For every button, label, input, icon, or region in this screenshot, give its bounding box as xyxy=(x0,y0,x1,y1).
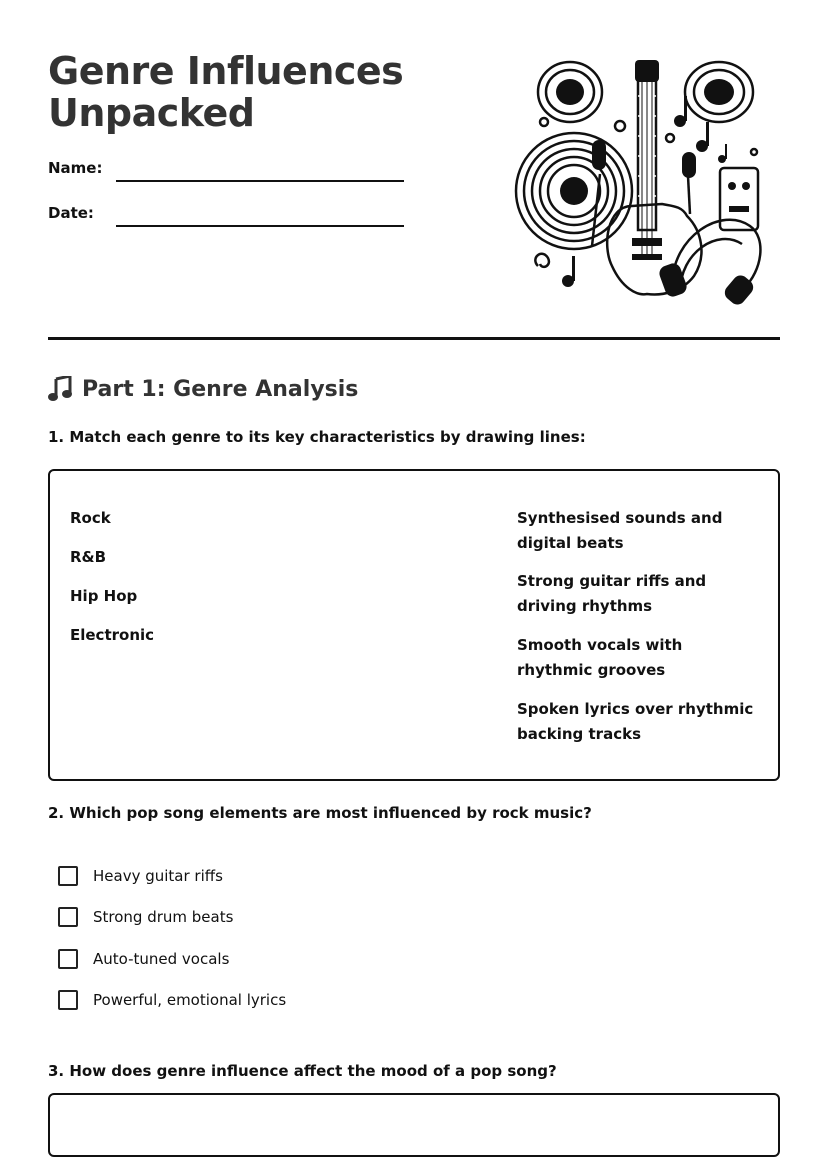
option-powerful-lyrics[interactable] xyxy=(58,990,286,1010)
date-field[interactable] xyxy=(116,225,404,227)
option-heavy-guitar-riffs[interactable] xyxy=(58,866,223,886)
genre-item[interactable]: Rock xyxy=(70,509,111,527)
genre-item[interactable]: R&B xyxy=(70,548,107,566)
option-label: Heavy guitar riffs xyxy=(93,867,223,885)
option-label: Powerful, emotional lyrics xyxy=(93,991,287,1009)
characteristic-item[interactable]: Spoken lyrics over rhythmic backing tracks xyxy=(517,700,754,743)
checkbox[interactable] xyxy=(58,866,78,886)
question-1: 1. Match each genre to its key characteristics by drawing lines: xyxy=(48,428,586,446)
question-2: 2. Which pop song elements are most influenced by rock music? xyxy=(48,804,592,822)
music-collage-illustration xyxy=(512,56,772,314)
genre-item[interactable]: Hip Hop xyxy=(70,587,138,605)
section-divider xyxy=(48,337,780,340)
music-note-icon xyxy=(48,376,72,402)
characteristic-item[interactable]: Synthesised sounds and digital beats xyxy=(517,509,723,552)
question-3: 3. How does genre influence affect the mood of a pop song? xyxy=(48,1062,557,1080)
name-label: Name: xyxy=(48,159,103,177)
part1-heading-text: Part 1: Genre Analysis xyxy=(82,376,359,402)
characteristic-item[interactable]: Smooth vocals with rhythmic grooves xyxy=(517,636,683,679)
page-title: Genre Influences Unpacked xyxy=(48,49,404,135)
option-auto-tuned-vocals[interactable] xyxy=(58,949,229,969)
option-label: Strong drum beats xyxy=(93,908,234,926)
name-field[interactable] xyxy=(116,180,404,182)
checkbox[interactable] xyxy=(58,949,78,969)
option-label: Auto-tuned vocals xyxy=(93,950,230,968)
answer-box[interactable] xyxy=(48,1093,780,1157)
matching-box[interactable] xyxy=(48,469,780,781)
characteristic-item[interactable]: Strong guitar riffs and driving rhythms xyxy=(517,572,707,615)
date-label: Date: xyxy=(48,204,94,222)
part1-heading xyxy=(48,372,358,406)
genre-item[interactable]: Electronic xyxy=(70,626,155,644)
checkbox[interactable] xyxy=(58,907,78,927)
checkbox[interactable] xyxy=(58,990,78,1010)
option-strong-drum-beats[interactable] xyxy=(58,907,233,927)
